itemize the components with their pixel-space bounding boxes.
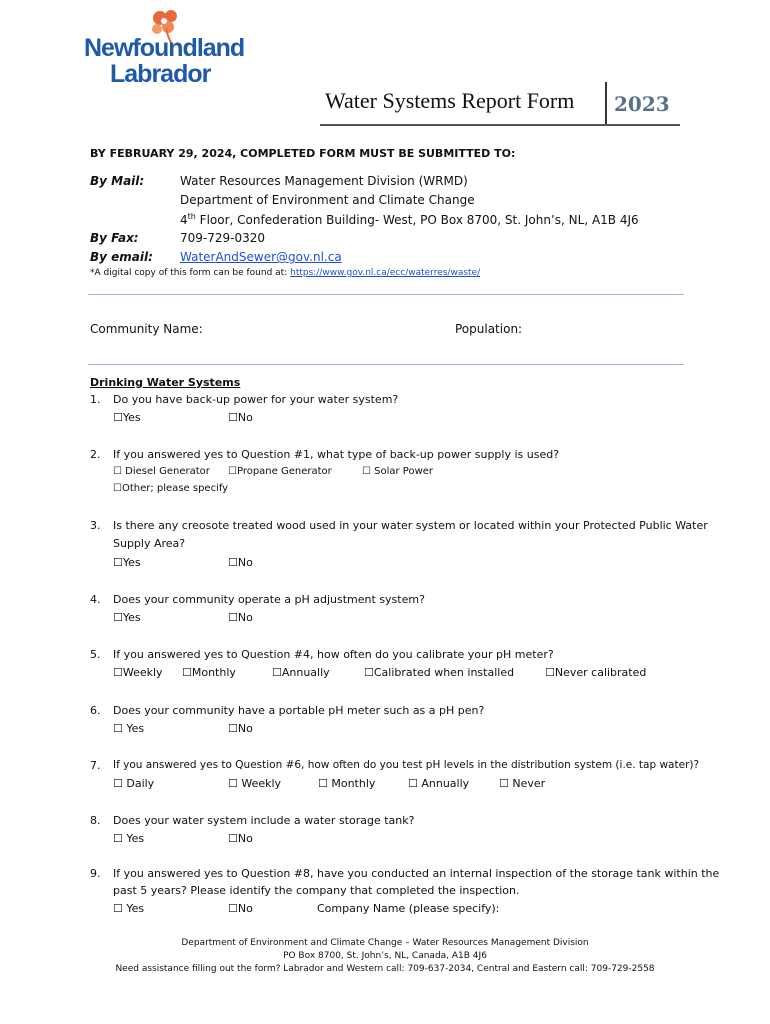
submission-heading: BY FEBRUARY 29, 2024, COMPLETED FORM MUST BE SUBMITTED TO: bbox=[90, 147, 516, 160]
q5-calibrated-installed-checkbox[interactable]: ☐Calibrated when installed bbox=[364, 666, 515, 679]
digital-copy-text: *A digital copy of this form can be found at: bbox=[90, 268, 291, 278]
email-link[interactable]: WaterAndSewer@gov.nl.ca bbox=[180, 250, 342, 264]
digital-copy-link[interactable]: https://www.gov.nl.ca/ecc/waterres/waste/ bbox=[290, 268, 481, 278]
q5-text: If you answered yes to Question #4, how often do you calibrate your pH meter? bbox=[113, 648, 554, 661]
q7-weekly-checkbox[interactable]: ☐ Weekly bbox=[228, 777, 282, 790]
fax-number: 709-729-0320 bbox=[180, 231, 266, 245]
mail-floor-number: 4 bbox=[180, 213, 188, 227]
q2-other-checkbox[interactable]: ☐Other; please specify bbox=[113, 483, 229, 494]
q5-annually-checkbox[interactable]: ☐Annually bbox=[272, 666, 330, 679]
q3-text-line1: Is there any creosote treated wood used in your water system or located within your Protected Public Water bbox=[113, 519, 708, 532]
q5-weekly-checkbox[interactable]: ☐Weekly bbox=[113, 666, 163, 679]
title-divider bbox=[605, 82, 607, 126]
q9-company-name-field[interactable]: Company Name (please specify): bbox=[317, 902, 500, 915]
q4-yes-checkbox[interactable]: ☐Yes bbox=[113, 611, 141, 624]
form-title: Water Systems Report Form bbox=[325, 88, 575, 113]
q8-number: 8. bbox=[90, 814, 101, 827]
mail-address: Floor, Confederation Building- West, PO Box 8700, St. John’s, NL, A1B 4J6 bbox=[195, 213, 639, 227]
section-title: Drinking Water Systems bbox=[90, 376, 241, 389]
q8-text: Does your water system include a water storage tank? bbox=[113, 814, 415, 827]
mail-line3 bbox=[180, 212, 639, 227]
q4-number: 4. bbox=[90, 593, 101, 606]
q1-yes-checkbox[interactable]: ☐Yes bbox=[113, 411, 141, 424]
q9-no-checkbox[interactable]: ☐No bbox=[228, 902, 253, 915]
q5-never-calibrated-checkbox[interactable]: ☐Never calibrated bbox=[545, 666, 647, 679]
q7-daily-checkbox[interactable]: ☐ Daily bbox=[113, 777, 155, 790]
government-logo bbox=[84, 8, 245, 88]
q7-annually-checkbox[interactable]: ☐ Annually bbox=[408, 777, 470, 790]
q2-number: 2. bbox=[90, 448, 101, 461]
email-label: By email: bbox=[90, 250, 153, 264]
mail-floor-suffix: th bbox=[187, 212, 196, 221]
form-year: 2023 bbox=[614, 92, 670, 116]
q2-diesel-checkbox[interactable]: ☐ Diesel Generator bbox=[113, 466, 210, 477]
q7-number: 7. bbox=[90, 759, 101, 772]
q3-yes-checkbox[interactable]: ☐Yes bbox=[113, 556, 141, 569]
mail-line2: Department of Environment and Climate Change bbox=[180, 193, 475, 207]
q1-text: Do you have back-up power for your water system? bbox=[113, 393, 399, 406]
logo-newfoundland: Newfoundland bbox=[84, 34, 245, 62]
q4-no-checkbox[interactable]: ☐No bbox=[228, 611, 253, 624]
q7-monthly-checkbox[interactable]: ☐ Monthly bbox=[318, 777, 376, 790]
footer-line2: PO Box 8700, St. John’s, NL, Canada, A1B 4J6 bbox=[283, 951, 487, 961]
title-underline bbox=[320, 124, 680, 126]
q6-text: Does your community have a portable pH meter such as a pH pen? bbox=[113, 704, 485, 717]
q2-text: If you answered yes to Question #1, what type of back-up power supply is used? bbox=[113, 448, 560, 461]
separator-top bbox=[88, 294, 684, 295]
q8-yes-checkbox[interactable]: ☐ Yes bbox=[113, 832, 145, 845]
fax-label: By Fax: bbox=[90, 231, 139, 245]
q9-text-line1: If you answered yes to Question #8, have you conducted an internal inspection of the storage tank within the bbox=[113, 867, 720, 880]
q6-no-checkbox[interactable]: ☐No bbox=[228, 722, 253, 735]
q9-text-line2: past 5 years? Please identify the company that completed the inspection. bbox=[113, 884, 520, 897]
q5-number: 5. bbox=[90, 648, 101, 661]
q6-number: 6. bbox=[90, 704, 101, 717]
population-label: Population: bbox=[455, 322, 523, 336]
q2-propane-checkbox[interactable]: ☐Propane Generator bbox=[228, 466, 332, 477]
q2-solar-checkbox[interactable]: ☐ Solar Power bbox=[362, 466, 434, 477]
q3-text-line2: Supply Area? bbox=[113, 537, 186, 550]
mail-line1: Water Resources Management Division (WRMD) bbox=[180, 174, 468, 188]
q1-number: 1. bbox=[90, 393, 101, 406]
q9-number: 9. bbox=[90, 867, 101, 880]
q3-no-checkbox[interactable]: ☐No bbox=[228, 556, 253, 569]
q7-text: If you answered yes to Question #6, how often do you test pH levels in the distribution system (i.e. tap water)? bbox=[113, 759, 700, 771]
q6-yes-checkbox[interactable]: ☐ Yes bbox=[113, 722, 145, 735]
q4-text: Does your community operate a pH adjustment system? bbox=[113, 593, 425, 606]
footer-line1: Department of Environment and Climate Change – Water Resources Management Division bbox=[181, 938, 589, 948]
logo-labrador: Labrador bbox=[110, 60, 211, 88]
digital-copy-note bbox=[90, 268, 480, 278]
q3-number: 3. bbox=[90, 519, 101, 532]
mail-label: By Mail: bbox=[90, 174, 145, 188]
q8-no-checkbox[interactable]: ☐No bbox=[228, 832, 253, 845]
community-name-label: Community Name: bbox=[90, 322, 203, 336]
q1-no-checkbox[interactable]: ☐No bbox=[228, 411, 253, 424]
q9-yes-checkbox[interactable]: ☐ Yes bbox=[113, 902, 145, 915]
q7-never-checkbox[interactable]: ☐ Never bbox=[499, 777, 546, 790]
separator-bottom bbox=[88, 364, 684, 365]
q5-monthly-checkbox[interactable]: ☐Monthly bbox=[182, 666, 236, 679]
footer-line3: Need assistance filling out the form? Labrador and Western call: 709-637-2034, Central and Eastern call: 709-729-2558 bbox=[115, 964, 655, 974]
